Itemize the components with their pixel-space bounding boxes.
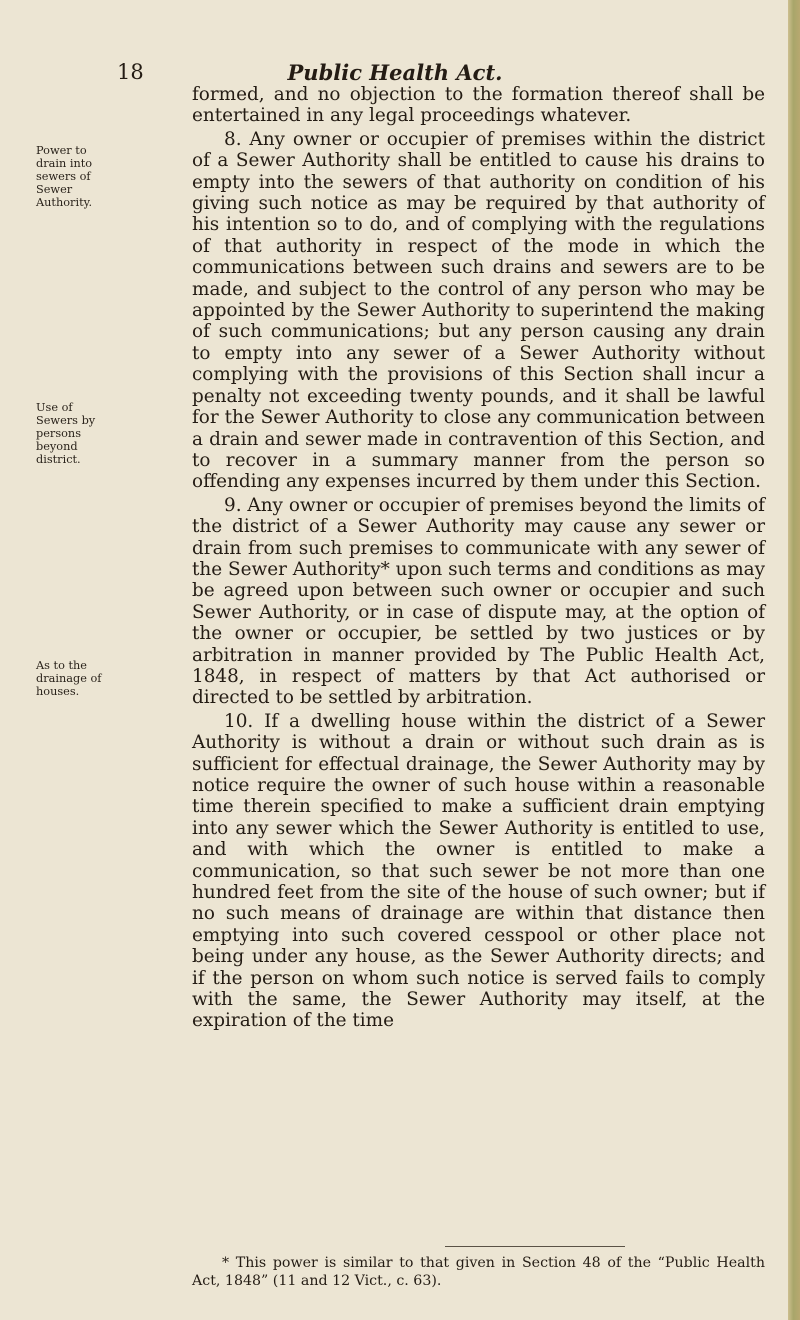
- page-number: 18: [117, 60, 144, 84]
- footnote-rule: [445, 1246, 625, 1247]
- paragraph-section-9: 9. Any owner or occupier of premises beyond the limits of the district of a Sewer Authority may cause any sewer or drain from such premises to communicate with any sewer of the Sewer Authority* upon such terms and conditions as may be agreed upon between such owner or occupier and such Sewer Authority, or in case of dispute may, at the option of the owner or occupier, be settled by two justices or by arbitration in manner provided by The Public Health Act, 1848, in respect of matters by that Act authorised or directed to be settled by arbitration.: [192, 494, 765, 709]
- margin-note-power-to-drain: Power to drain into sewers of Sewer Authority.: [36, 144, 93, 209]
- page-edge: [788, 0, 800, 1320]
- paragraph-continuation: formed, and no objection to the formation thereof shall be entertained in any legal proceedings whatever.: [192, 84, 765, 127]
- body-text: [192, 84, 765, 1032]
- running-title: Public Health Act.: [287, 60, 503, 85]
- paragraph-section-8: 8. Any owner or occupier of premises within the district of a Sewer Authority shall be entitled to cause his drains to empty into the sewers of that authority on condition of his giving such notice as may be required by that authority of his intention so to do, and of complying with the regulations of that authority in respect of the mode in which the communications between such drains and sewers are to be made, and subject to the control of any person who may be appointed by the Sewer Authority to superintend the making of such communications; but any person causing any drain to empty into any sewer of a Sewer Authority without complying with the provisions of this Section shall incur a penalty not exceeding twenty pounds, and it shall be lawful for the Sewer Authority to close any communication between a drain and sewer made in contravention of this Section, and to recover in a summary manner from the person so offending any expenses incurred by them under this Section.: [192, 128, 765, 493]
- paragraph-section-10: 10. If a dwelling house within the district of a Sewer Authority is without a drain or without such drain as is sufficient for effectual drainage, the Sewer Authority may by notice require the owner of such house within a reasonable time therein specified to make a sufficient drain emptying into any sewer which the Sewer Authority is entitled to use, and with which the owner is entitled to make a communication, so that such sewer be not more than one hundred feet from the site of the house of such owner; but if no such means of drainage are within that distance then emptying into such covered cesspool or other place not being under any house, as the Sewer Authority directs; and if the person on whom such notice is served fails to comply with the same, the Sewer Authority may itself, at the expiration of the time: [192, 710, 765, 1032]
- margin-note-drainage-of-houses: As to the drainage of houses.: [36, 659, 102, 698]
- margin-note-use-of-sewers: Use of Sewers by persons beyond district.: [36, 401, 96, 466]
- footnote: * This power is similar to that given in Section 48 of the “Public Health Act, 1848” (11 and 12 Vict., c. 63).: [192, 1255, 765, 1289]
